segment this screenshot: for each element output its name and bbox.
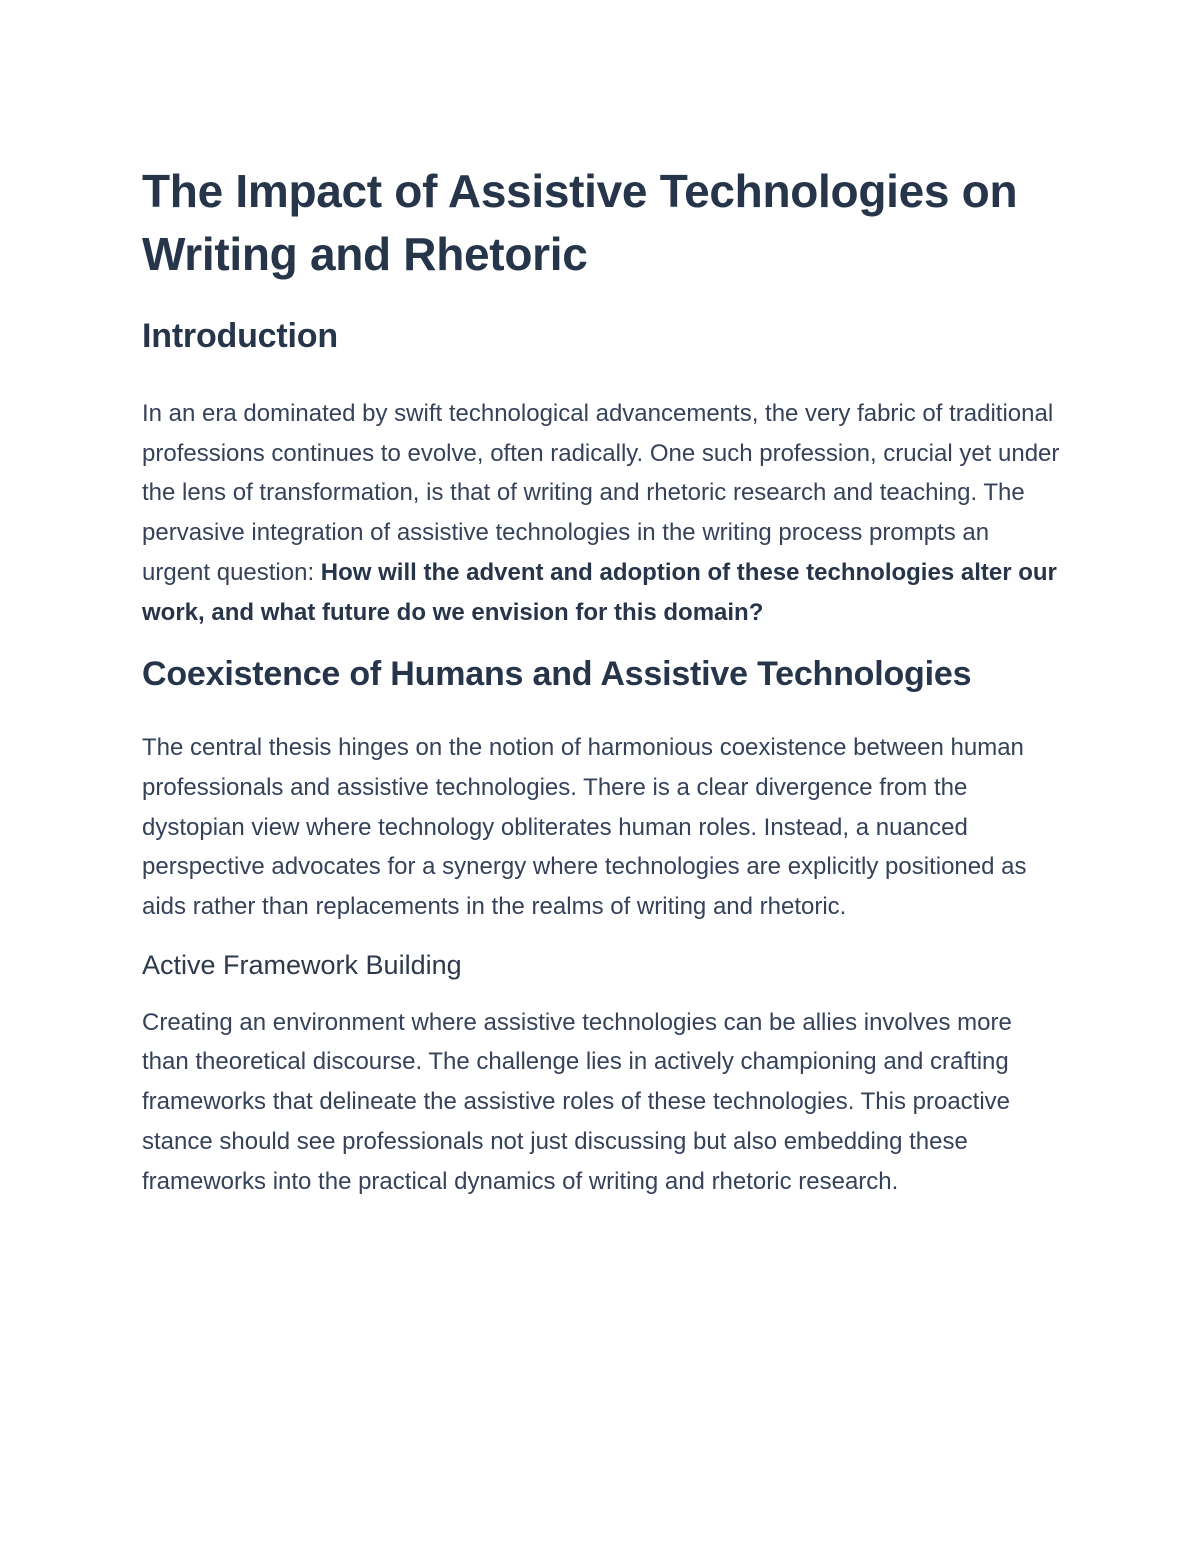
introduction-paragraph-text: In an era dominated by swift technological advancements, the very fabric of traditional professions continues to evolve, often radically. One such profession, crucial yet under the lens of transformation, is that of writing and rhetoric research and teaching. The pervasive integration of assistive technologies in the writing process prompts an urgent question: <box>142 400 1060 586</box>
section-heading-coexistence: Coexistence of Humans and Assistive Technologies <box>142 655 972 694</box>
subsection-heading-framework-building: Active Framework Building <box>142 949 462 980</box>
coexistence-paragraph: The central thesis hinges on the notion of harmonious coexistence between human professionals and assistive technologies. There is a clear divergence from the dystopian view where technology obliterates human roles. Instead, a nuanced perspective advocates for a synergy where technologies are explicitly positioned as aids rather than replacements in the realms of writing and rhetoric. <box>142 734 1027 921</box>
document-page <box>142 160 1062 1201</box>
framework-building-paragraph: Creating an environment where assistive technologies can be allies involves more than theoretical discourse. The challenge lies in actively championing and crafting frameworks that delineate the assistive roles of these technologies. This proactive stance should see professionals not just discussing but also embedding these frameworks into the practical dynamics of writing and rhetoric research. <box>142 1008 1012 1195</box>
introduction-paragraph <box>142 394 1062 632</box>
section-heading-introduction: Introduction <box>142 317 338 355</box>
introduction-key-question: How will the advent and adoption of these technologies alter our work, and what future do we envision for this domain? <box>142 558 1057 626</box>
document-title: The Impact of Assistive Technologies on Writing and Rhetoric <box>142 165 1018 280</box>
